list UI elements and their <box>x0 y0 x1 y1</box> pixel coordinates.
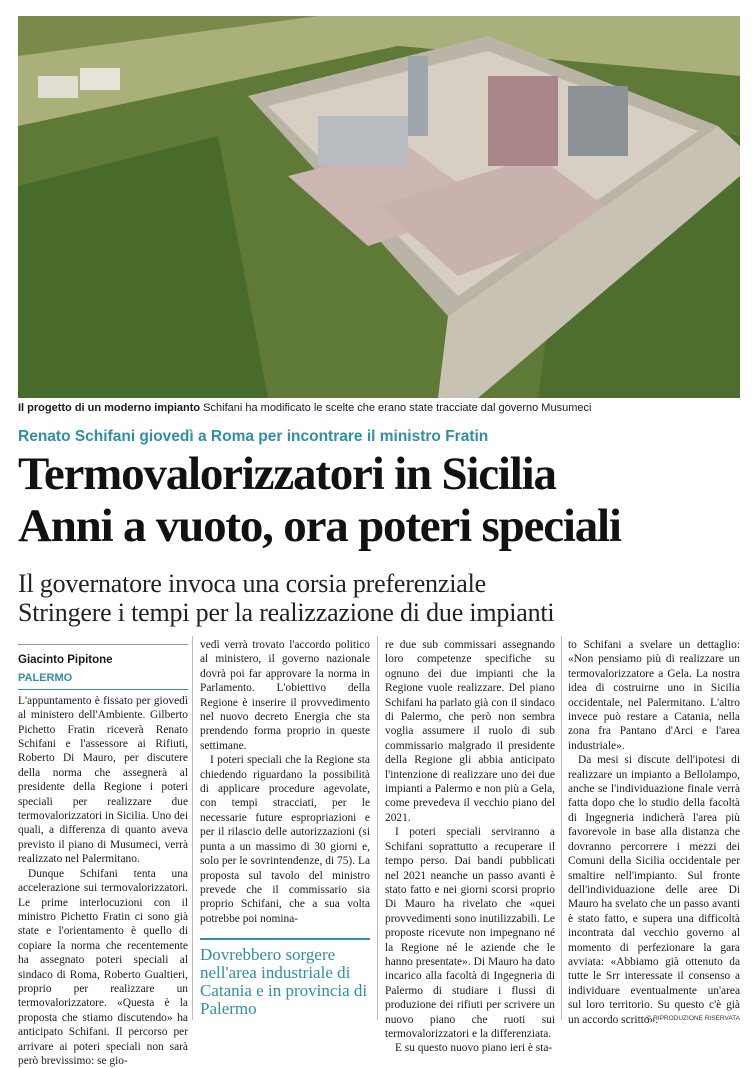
column-divider <box>561 636 562 1020</box>
plant-photo <box>18 16 740 398</box>
headline <box>18 448 740 552</box>
copyright-notice: © RIPRODUZIONE RISERVATA <box>646 1015 740 1022</box>
paragraph: Dunque Schifani tenta una accelerazione sui termovalorizzatori. Le prime interlocuzioni con il ministro Pichetto Fratin ci sono già state e l'orientamento è quello di copiare la norma che recentemente ha assegnato poteri speciali al sindaco di Roma, Roberto Gualtieri, proprio per realizzare un termovalorizzatore. «Questa è la proposta che stiamo discutendo» ha anticipato Schifani. Il percorso per arrivare ai poteri speciali non sarà però brevissimo: se gio- <box>18 867 188 1067</box>
pull-quote: Dovrebbero sorgere nell'area industriale di Catania e in provincia di Palermo <box>200 938 370 1018</box>
paragraph: vedì verrà trovato l'accordo politico al ministero, il governo nazionale dovrà poi far approvare la norma in Parlamento. L'obiettivo della Regione è inserire il provvedimento nel nuovo decreto Energia che sta prendendo forma proprio in queste settimane. <box>200 639 370 752</box>
paragraph: to Schifani a svelare un dettaglio: «Non pensiamo più di realizzare un termovalorizzatore a Gela. La nostra idea di costruirne uno in Sicilia occidentale, nel Palermitano. L'altro invece può restare a Catania, nella zona fra Pantano d'Arci e l'area industriale». <box>568 639 740 752</box>
paragraph: re due sub commissari assegnando loro competenze specifiche su ognuno dei due impianti che la Regione vuole realizzare. Del piano Schifani ha parlato già con il sindaco di Palermo, che però non sembra voglia assumere il ruolo di sub commissario malgrado il presidente della Regione gli abbia anticipato l'intenzione di realizzare uno dei due impianti a Palermo e non più a Gela, come prevedeva il vecchio piano del 2021. <box>385 639 555 824</box>
caption-lead: Il progetto di un moderno impianto <box>18 402 201 414</box>
column-divider <box>192 636 193 1020</box>
subheadline-line-2: Stringere i tempi per la realizzazione di due impianti <box>18 598 555 627</box>
headline-line-2: Anni a vuoto, ora poteri speciali <box>18 500 621 552</box>
article-column-4 <box>568 638 740 1027</box>
subheadline-line-1: Il governatore invoca una corsia preferenziale <box>18 569 486 598</box>
paragraph: Da mesi si discute dell'ipotesi di realizzare un impianto a Bellolampo, anche se l'individuazione finale verrà fatta dopo che lo studio della facoltà di Ingegneria indicherà l'area più favorevole in base alla distanza che dovranno percorrere i mezzi dei Comuni della Sicilia occidentale per smaltire nell'impianto. Sul fronte dell'individuazione delle aree Di Mauro ha svelato che un passo avanti è stato fatto, e supera una difficoltà incontrata dal vecchio governo al momento di perfezionare la gara avviata: «Abbiamo già ottenuto da tutte le Srr interessate il consenso a individuare eventualmente un'area sul loro territorio. Su questo c'è già un accordo scritto». <box>568 754 740 1026</box>
column-divider <box>377 636 378 1020</box>
article-column-3 <box>385 638 555 1056</box>
kicker: Renato Schifani giovedì a Roma per incontrare il ministro Fratin <box>18 428 489 445</box>
paragraph: I poteri speciali che la Regione sta chiedendo riguardano la possibilità di applicare procedure agevolate, con tempi stracciati, per le necessarie future espropriazioni e per il rilascio delle autorizzazioni (si punta a un massimo di 30 giorni e, solo per le sovrintendenze, di 75). La proposta sul tavolo del ministro prevede che il commissario sia proprio Schifani, che a sua volta potrebbe poi nomina- <box>200 754 370 925</box>
paragraph: I poteri speciali serviranno a Schifani soprattutto a recuperare il tempo perso. Dai bandi pubblicati nel 2021 neanche un passo avanti è stato fatto e nei giorni scorsi proprio Di Mauro ha rivelato che «quei provvedimenti sono inutilizzabili. Le proposte ricevute non impegnano né la Regione né le aziende che le hanno presentate». Di Mauro ha dato incarico alla facoltà di Ingegneria di Palermo di studiare i flussi di produzione dei rifiuti per scrivere un nuovo piano che ruoti sui termovalorizzatori e la differenziata. <box>385 826 555 1040</box>
dateline-place: PALERMO <box>18 671 188 689</box>
article-column-2 <box>200 638 370 1018</box>
byline: Giacinto Pipitone <box>18 644 188 671</box>
photo-caption <box>18 401 740 415</box>
caption-text: Schifani ha modificato le scelte che erano state tracciate dal governo Musumeci <box>203 402 592 414</box>
subheadline <box>18 569 740 627</box>
paragraph: E su questo nuovo piano ieri è sta- <box>395 1042 553 1055</box>
industrial-plant-rendering-icon <box>18 16 740 398</box>
paragraph: L'appuntamento è fissato per giovedì al ministero dell'Ambiente. Gilberto Pichetto Fratin riceverà Renato Schifani e l'assessore ai Rifiuti, Roberto Di Mauro, per discutere della norma che assegnerà al presidente della Regione i poteri speciali per realizzare due termovalorizzatori in Sicilia. Uno dei quali, a differenza di quanto aveva previsto il piano di Musumeci, verrà realizzato nel Palermitano. <box>18 694 188 866</box>
headline-line-1: Termovalorizzatori in Sicilia <box>18 448 556 500</box>
article-column-1 <box>18 638 188 1068</box>
